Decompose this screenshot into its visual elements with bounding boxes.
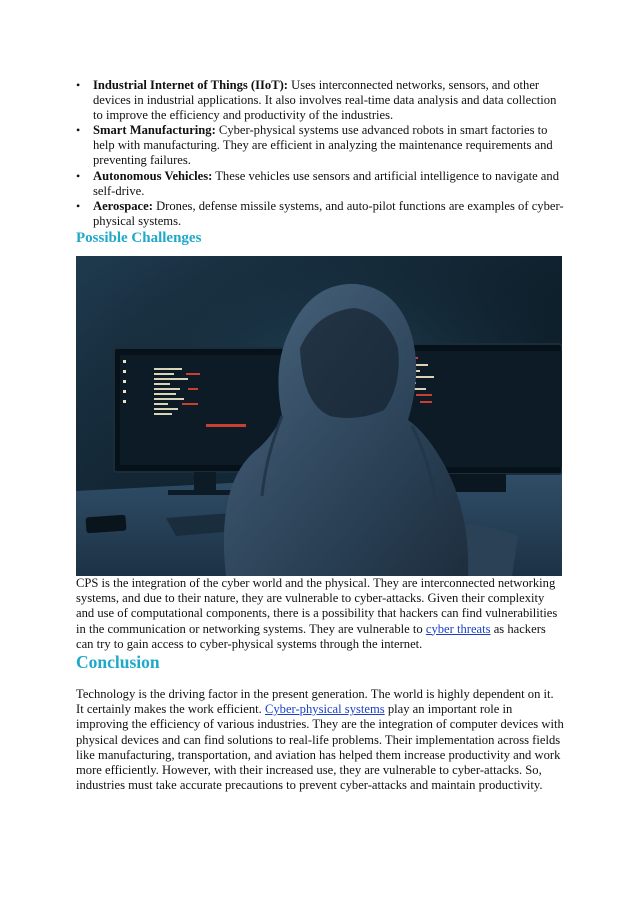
list-item-term: Industrial Internet of Things (IIoT): [93,78,289,92]
conclusion-paragraph [76,687,564,793]
hooded-hacker-photo [76,256,562,576]
cyber-threats-link[interactable]: cyber threats [425,621,491,636]
bullet-icon: • [76,168,81,183]
bullet-icon: • [76,198,81,213]
list-item [76,78,564,123]
list-item-text: Drones, defense missile systems, and auto-pilot functions are examples of cyber-physical systems. [93,198,564,228]
list-item-text: Uses interconnected networks, sensors, and other devices in industrial applications. It also involves real-time data analysis and data collection to improve the efficiency and productivity of the industries. [93,78,557,123]
conclusion-text-before: Technology is the driving factor in the present generation. The world is highly dependent on it. It certainly makes the work efficient. [76,686,554,717]
conclusion-text-after: play an important role in improving the efficiency of various industries. They are the integration of computer devices with physical devices and can find solutions to real-life problems. Their implementation across fields like manufacturing, transportation, and aviation has helped them increase productivity and work more efficiently. However, with their increased use, they are vulnerable to cyber-attacks. So, industries must take accurate precautions to prevent cyber-attacks and maintain productivity. [76,702,564,793]
challenges-heading: Possible Challenges [76,229,202,246]
bullet-icon: • [76,78,81,92]
challenges-text-before: CPS is the integration of the cyber world and the physical. They are interconnected networking systems, and due to their nature, they are vulnerable to cyber-attacks. Given their complexity and use of computational components, there is a possibility that hackers can find vulnerabilities in the communication or networking systems. They are vulnerable to [76,575,558,636]
list-item-term: Smart Manufacturing: [93,123,216,138]
challenges-text-after: as hackers can try to gain access to cyber-physical systems through the internet. [76,621,546,651]
list-item-term: Autonomous Vehicles: [93,168,213,183]
list-item [76,123,564,168]
bullet-icon: • [76,123,81,138]
list-item [76,169,564,199]
challenges-paragraph [76,576,564,652]
list-item-text: These vehicles use sensors and artificial intelligence to navigate and self-drive. [93,168,559,198]
list-item [76,199,564,229]
list-item-term: Aerospace: [93,198,153,213]
applications-list [76,78,564,229]
conclusion-heading: Conclusion [76,651,160,672]
list-item-text: Cyber-physical systems use advanced robots in smart factories to help with manufacturing. They are efficient in analyzing the maintenance requirements and preventing failures. [93,123,553,168]
cyber-physical-systems-link[interactable]: Cyber-physical systems [264,702,385,717]
document-page [76,78,564,793]
